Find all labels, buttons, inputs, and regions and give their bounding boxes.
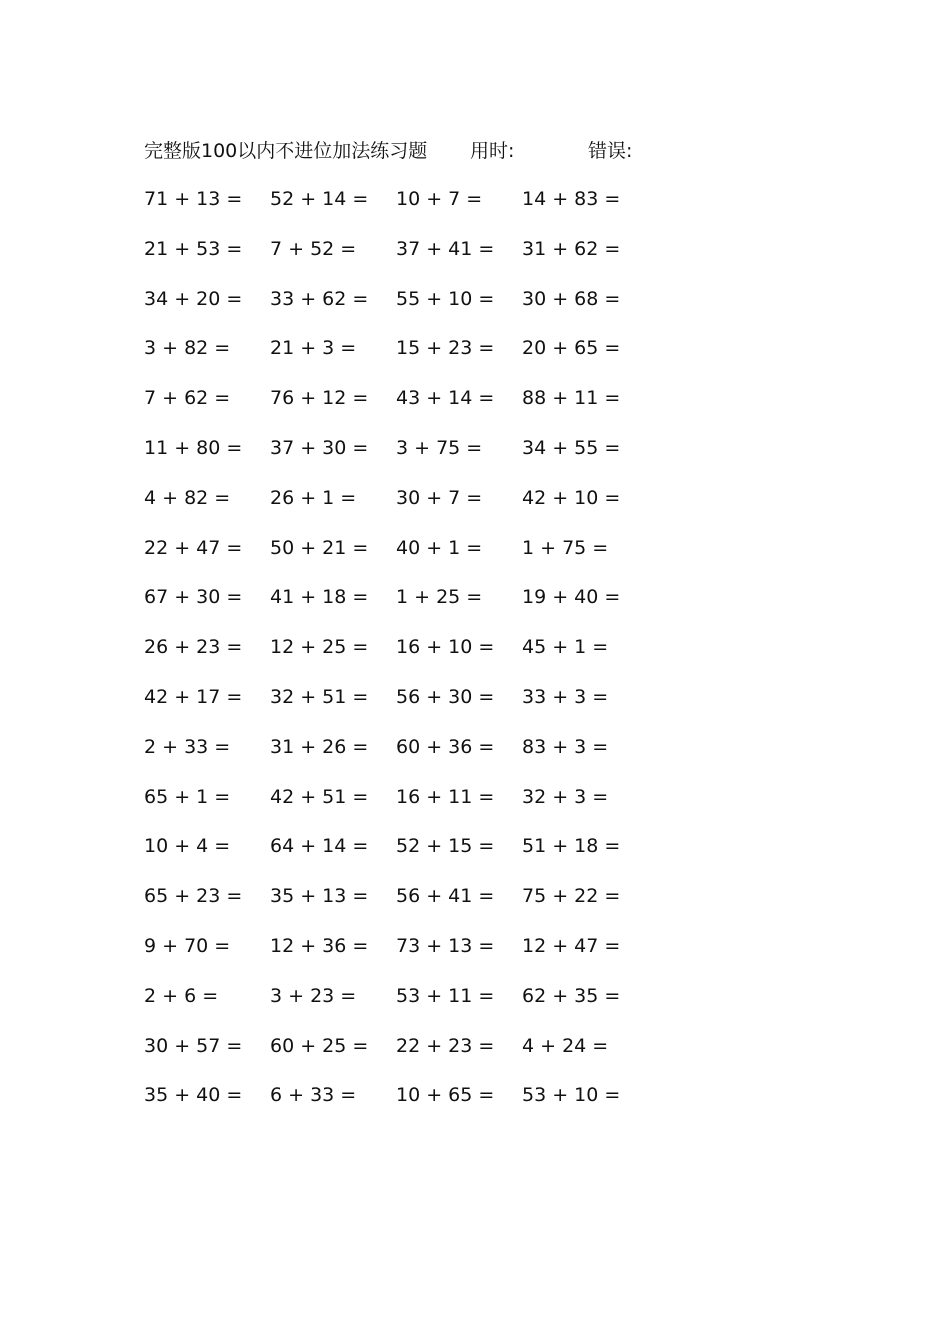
problem-item: 35 + 13 = [270,885,369,908]
problem-item: 53 + 11 = [396,984,495,1007]
problem-item: 26 + 1 = [270,486,357,509]
problem-item: 16 + 10 = [396,636,495,659]
problem-item: 53 + 10 = [522,1084,621,1107]
problem-row [0,831,950,881]
problem-item: 31 + 26 = [270,735,369,758]
time-label: 用时: [470,140,515,162]
problem-item: 26 + 23 = [144,636,243,659]
problem-item: 42 + 51 = [270,785,369,808]
problem-item: 43 + 14 = [396,387,495,410]
problem-item: 4 + 24 = [522,1034,609,1057]
problem-item: 16 + 11 = [396,785,495,808]
problem-item: 32 + 51 = [270,685,369,708]
problem-item: 55 + 10 = [396,287,495,310]
problem-item: 9 + 70 = [144,934,231,957]
problem-item: 42 + 10 = [522,486,621,509]
problem-item: 56 + 41 = [396,885,495,908]
problem-item: 35 + 40 = [144,1084,243,1107]
problem-item: 30 + 7 = [396,486,483,509]
problem-item: 52 + 14 = [270,188,369,210]
problem-item: 32 + 3 = [522,785,609,808]
problem-row [0,234,950,284]
problem-row [0,383,950,433]
problem-item: 33 + 62 = [270,287,369,310]
problem-item: 34 + 55 = [522,436,621,459]
worksheet-header [0,136,950,166]
problem-item: 6 + 33 = [270,1084,357,1107]
problem-item: 21 + 53 = [144,237,243,260]
problem-item: 56 + 30 = [396,685,495,708]
problem-item: 2 + 6 = [144,984,219,1007]
problem-item: 2 + 33 = [144,735,231,758]
problem-item: 30 + 68 = [522,287,621,310]
problem-item: 15 + 23 = [396,337,495,360]
problem-row [0,732,950,782]
problem-row [0,1080,950,1130]
problem-item: 76 + 12 = [270,387,369,410]
problem-item: 12 + 36 = [270,934,369,957]
problem-item: 14 + 83 = [522,188,621,210]
problem-item: 50 + 21 = [270,536,369,559]
problem-item: 1 + 75 = [522,536,609,559]
problem-item: 65 + 23 = [144,885,243,908]
problem-item: 60 + 36 = [396,735,495,758]
problem-item: 34 + 20 = [144,287,243,310]
problem-item: 52 + 15 = [396,835,495,858]
problem-row [0,184,950,234]
problem-item: 45 + 1 = [522,636,609,659]
problem-item: 11 + 80 = [144,436,243,459]
problem-item: 71 + 13 = [144,188,243,210]
problem-row [0,433,950,483]
error-label: 错误: [588,140,633,162]
problem-row [0,483,950,533]
problem-item: 41 + 18 = [270,586,369,609]
problem-item: 10 + 65 = [396,1084,495,1107]
problem-item: 31 + 62 = [522,237,621,260]
problem-item: 12 + 25 = [270,636,369,659]
worksheet-title: 完整版100以内不进位加法练习题 [144,140,428,162]
problem-row [0,533,950,583]
problem-row [0,881,950,931]
problem-item: 67 + 30 = [144,586,243,609]
problem-item: 64 + 14 = [270,835,369,858]
problem-item: 60 + 25 = [270,1034,369,1057]
problem-item: 33 + 3 = [522,685,609,708]
problem-item: 88 + 11 = [522,387,621,410]
problem-item: 1 + 25 = [396,586,483,609]
problem-item: 7 + 62 = [144,387,231,410]
problem-row [0,333,950,383]
problem-item: 3 + 82 = [144,337,231,360]
problem-item: 37 + 41 = [396,237,495,260]
problem-row [0,632,950,682]
problem-item: 10 + 7 = [396,188,483,210]
problem-item: 73 + 13 = [396,934,495,957]
problem-item: 10 + 4 = [144,835,231,858]
problem-item: 3 + 23 = [270,984,357,1007]
problem-item: 7 + 52 = [270,237,357,260]
problem-item: 62 + 35 = [522,984,621,1007]
problem-item: 22 + 47 = [144,536,243,559]
problem-item: 3 + 75 = [396,436,483,459]
problem-item: 42 + 17 = [144,685,243,708]
problem-item: 83 + 3 = [522,735,609,758]
problem-item: 22 + 23 = [396,1034,495,1057]
problem-item: 20 + 65 = [522,337,621,360]
problem-item: 65 + 1 = [144,785,231,808]
problem-item: 40 + 1 = [396,536,483,559]
problem-row [0,1031,950,1081]
problem-item: 75 + 22 = [522,885,621,908]
problem-item: 19 + 40 = [522,586,621,609]
problem-grid [0,184,950,1130]
problem-item: 30 + 57 = [144,1034,243,1057]
problem-row [0,931,950,981]
problem-row [0,682,950,732]
problem-row [0,284,950,334]
problem-row [0,981,950,1031]
problem-row [0,582,950,632]
problem-item: 4 + 82 = [144,486,231,509]
problem-item: 12 + 47 = [522,934,621,957]
problem-item: 21 + 3 = [270,337,357,360]
problem-item: 37 + 30 = [270,436,369,459]
problem-item: 51 + 18 = [522,835,621,858]
problem-row [0,782,950,832]
